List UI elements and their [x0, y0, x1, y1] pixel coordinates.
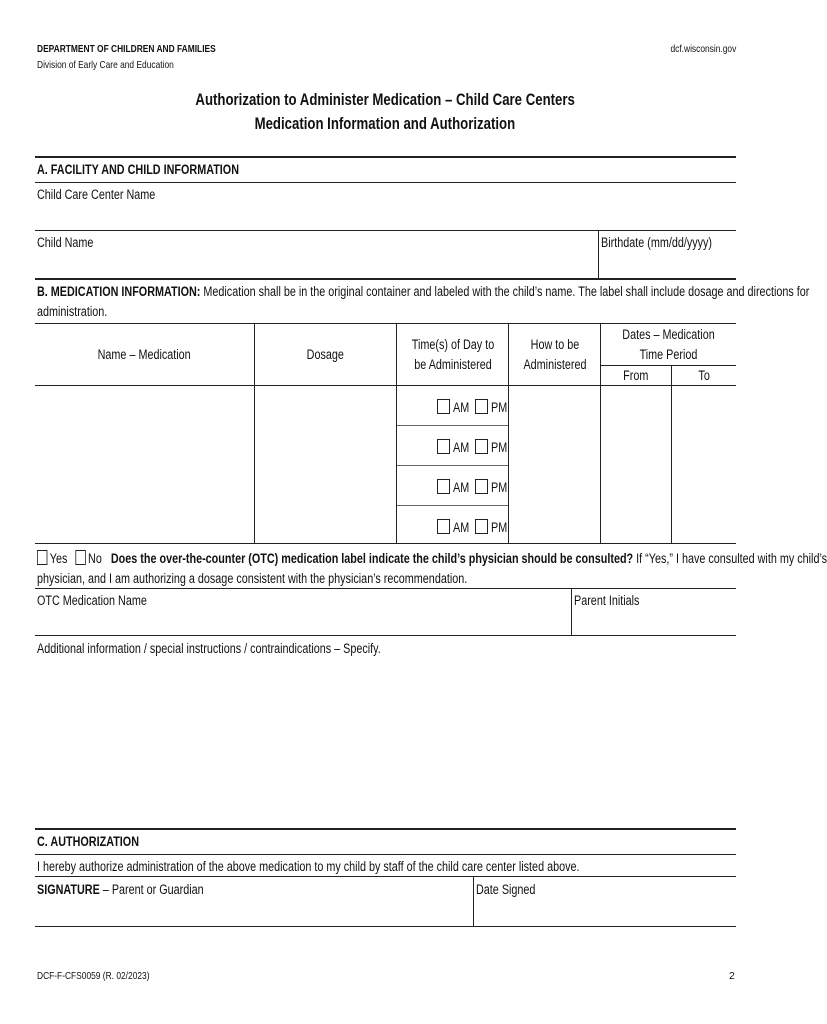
child-name-label: Child Name	[37, 235, 94, 250]
pm-checkbox-4[interactable]	[475, 519, 488, 534]
center-name-label: Child Care Center Name	[37, 187, 156, 202]
time-row-3: AM PM	[437, 479, 511, 495]
col-header-how: How to be Administered	[522, 336, 587, 372]
child-name-field[interactable]	[35, 250, 597, 278]
pm-checkbox-2[interactable]	[475, 439, 488, 454]
pm-checkbox-1[interactable]	[475, 399, 488, 414]
birthdate-label: Birthdate (mm/dd/yyyy)	[601, 235, 713, 250]
parent-initials-label: Parent Initials	[574, 593, 640, 608]
birthdate-field[interactable]	[600, 250, 736, 278]
dosage-field[interactable]	[255, 386, 396, 543]
otc-yes-label: Yes	[49, 551, 68, 566]
pm-checkbox-3[interactable]	[475, 479, 488, 494]
col-header-to: To	[698, 367, 710, 383]
center-name-field[interactable]	[35, 200, 736, 230]
col-header-dosage: Dosage	[306, 346, 345, 362]
otc-name-label: OTC Medication Name	[37, 593, 147, 608]
date-to-field[interactable]	[672, 386, 736, 543]
time-row-2: AM PM	[437, 439, 511, 455]
otc-question-row	[37, 550, 827, 566]
date-from-field[interactable]	[601, 386, 671, 543]
col-header-dates: Dates – Medication Time Period	[622, 326, 715, 362]
date-signed-label: Date Signed	[476, 882, 536, 897]
medication-name-field[interactable]	[36, 386, 254, 543]
am-checkbox-2[interactable]	[437, 439, 450, 454]
otc-yes-checkbox[interactable]	[37, 550, 47, 565]
otc-statement-cont: physician, and I am authorizing a dosage consistent with the physician’s recommendation.	[37, 571, 468, 586]
time-row-1: AM PM	[437, 399, 511, 415]
signature-field[interactable]	[35, 898, 471, 926]
col-header-from: From	[623, 367, 649, 383]
otc-no-label: No	[88, 551, 102, 566]
col-header-medication-name: Name – Medication	[97, 346, 192, 362]
section-b-heading: B. MEDICATION INFORMATION:	[37, 284, 201, 299]
section-b-intro: B. MEDICATION INFORMATION: Medication shall be in the original container and labeled with the child’s name. The label shall include dosage and directions for	[37, 284, 810, 299]
authorization-statement: I hereby authorize administration of the above medication to my child by staff of the child care center listed above.	[37, 859, 580, 874]
col-header-times: Time(s) of Day to be Administered	[411, 336, 494, 372]
section-a-heading: A. FACILITY AND CHILD INFORMATION	[37, 162, 239, 177]
time-row-4: AM PM	[437, 519, 511, 535]
signature-label: SIGNATURE – Parent or Guardian	[37, 882, 204, 897]
department-name: DEPARTMENT OF CHILDREN AND FAMILIES	[37, 43, 216, 55]
otc-no-checkbox[interactable]	[75, 550, 85, 565]
additional-info-field[interactable]	[35, 660, 736, 825]
page-subtitle: Medication Information and Authorization	[254, 115, 516, 133]
additional-info-label: Additional information / special instructions / contraindications – Specify.	[37, 641, 381, 656]
website-link[interactable]: dcf.wisconsin.gov	[670, 43, 736, 55]
am-checkbox-1[interactable]	[437, 399, 450, 414]
section-c-heading: C. AUTHORIZATION	[37, 834, 139, 849]
how-administered-field[interactable]	[509, 386, 600, 543]
date-signed-field[interactable]	[475, 898, 736, 926]
am-checkbox-3[interactable]	[437, 479, 450, 494]
parent-initials-field[interactable]	[573, 608, 736, 635]
page-title: Authorization to Administer Medication – Child Care Centers	[195, 91, 575, 109]
division-name: Division of Early Care and Education	[37, 59, 174, 71]
otc-question: Does the over-the-counter (OTC) medication label indicate the child’s physician should be consulted?	[110, 551, 634, 566]
form-number: DCF-F-CFS0059 (R. 02/2023)	[37, 970, 150, 982]
otc-name-field[interactable]	[35, 608, 569, 635]
otc-statement: If “Yes,” I have consulted with my child’s	[636, 551, 827, 566]
am-checkbox-4[interactable]	[437, 519, 450, 534]
page-number: 2	[729, 970, 735, 982]
section-b-intro-cont: administration.	[37, 304, 108, 319]
